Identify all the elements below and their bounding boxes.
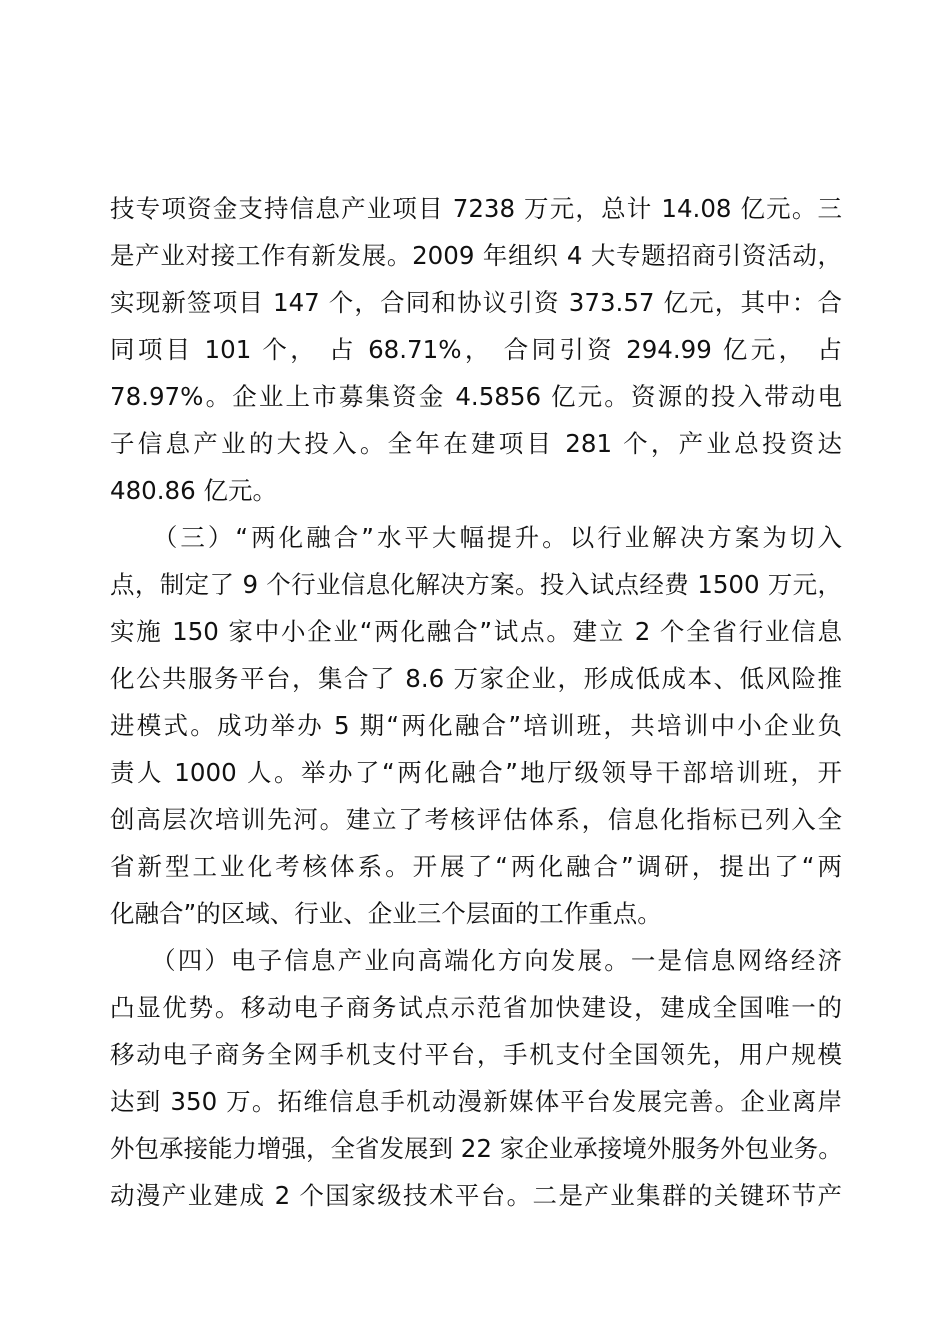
text-line: 动漫产业建成 2 个国家级技术平台。二是产业集群的关键环节产 [110,1181,842,1210]
text-line: 进模式。成功举办 5 期“两化融合”培训班，共培训中小企业负 [110,711,842,740]
text-line: 实施 150 家中小企业“两化融合”试点。建立 2 个全省行业信息 [110,617,842,646]
text-line: 凸显优势。移动电子商务试点示范省加快建设，建成全国唯一的 [110,993,842,1022]
text-line: 480.86 亿元。 [110,476,278,505]
text-line: 省新型工业化考核体系。开展了“两化融合”调研，提出了“两 [110,852,842,881]
text-line: 实现新签项目 147 个，合同和协议引资 373.57 亿元，其中：合 [110,288,842,317]
text-line: 化公共服务平台，集合了 8.6 万家企业，形成低成本、低风险推 [110,664,842,693]
text-line: （三）“两化融合”水平大幅提升。以行业解决方案为切入 [110,523,842,552]
text-line: 同项目 101 个， 占 68.71%， 合同引资 294.99 亿元， 占 [110,335,842,364]
text-line: 创高层次培训先河。建立了考核评估体系，信息化指标已列入全 [110,805,842,834]
text-line: 技专项资金支持信息产业项目 7238 万元，总计 14.08 亿元。三 [110,194,842,223]
text-line: 点，制定了 9 个行业信息化解决方案。投入试点经费 1500 万元， [110,570,842,599]
text-line: 移动电子商务全网手机支付平台，手机支付全国领先，用户规模 [110,1040,842,1069]
text-line: 达到 350 万。拓维信息手机动漫新媒体平台发展完善。企业离岸 [110,1087,842,1116]
text-line: 化融合”的区域、行业、企业三个层面的工作重点。 [110,899,662,928]
text-line: （四）电子信息产业向高端化方向发展。一是信息网络经济 [110,946,842,975]
text-line: 是产业对接工作有新发展。2009 年组织 4 大专题招商引资活动， [110,241,842,270]
text-line: 责人 1000 人。举办了“两化融合”地厅级领导干部培训班，开 [110,758,842,787]
text-line: 外包承接能力增强，全省发展到 22 家企业承接境外服务外包业务。 [110,1134,843,1163]
text-line: 子信息产业的大投入。全年在建项目 281 个，产业总投资达 [110,429,842,458]
text-line: 78.97%。企业上市募集资金 4.5856 亿元。资源的投入带动电 [110,382,842,411]
